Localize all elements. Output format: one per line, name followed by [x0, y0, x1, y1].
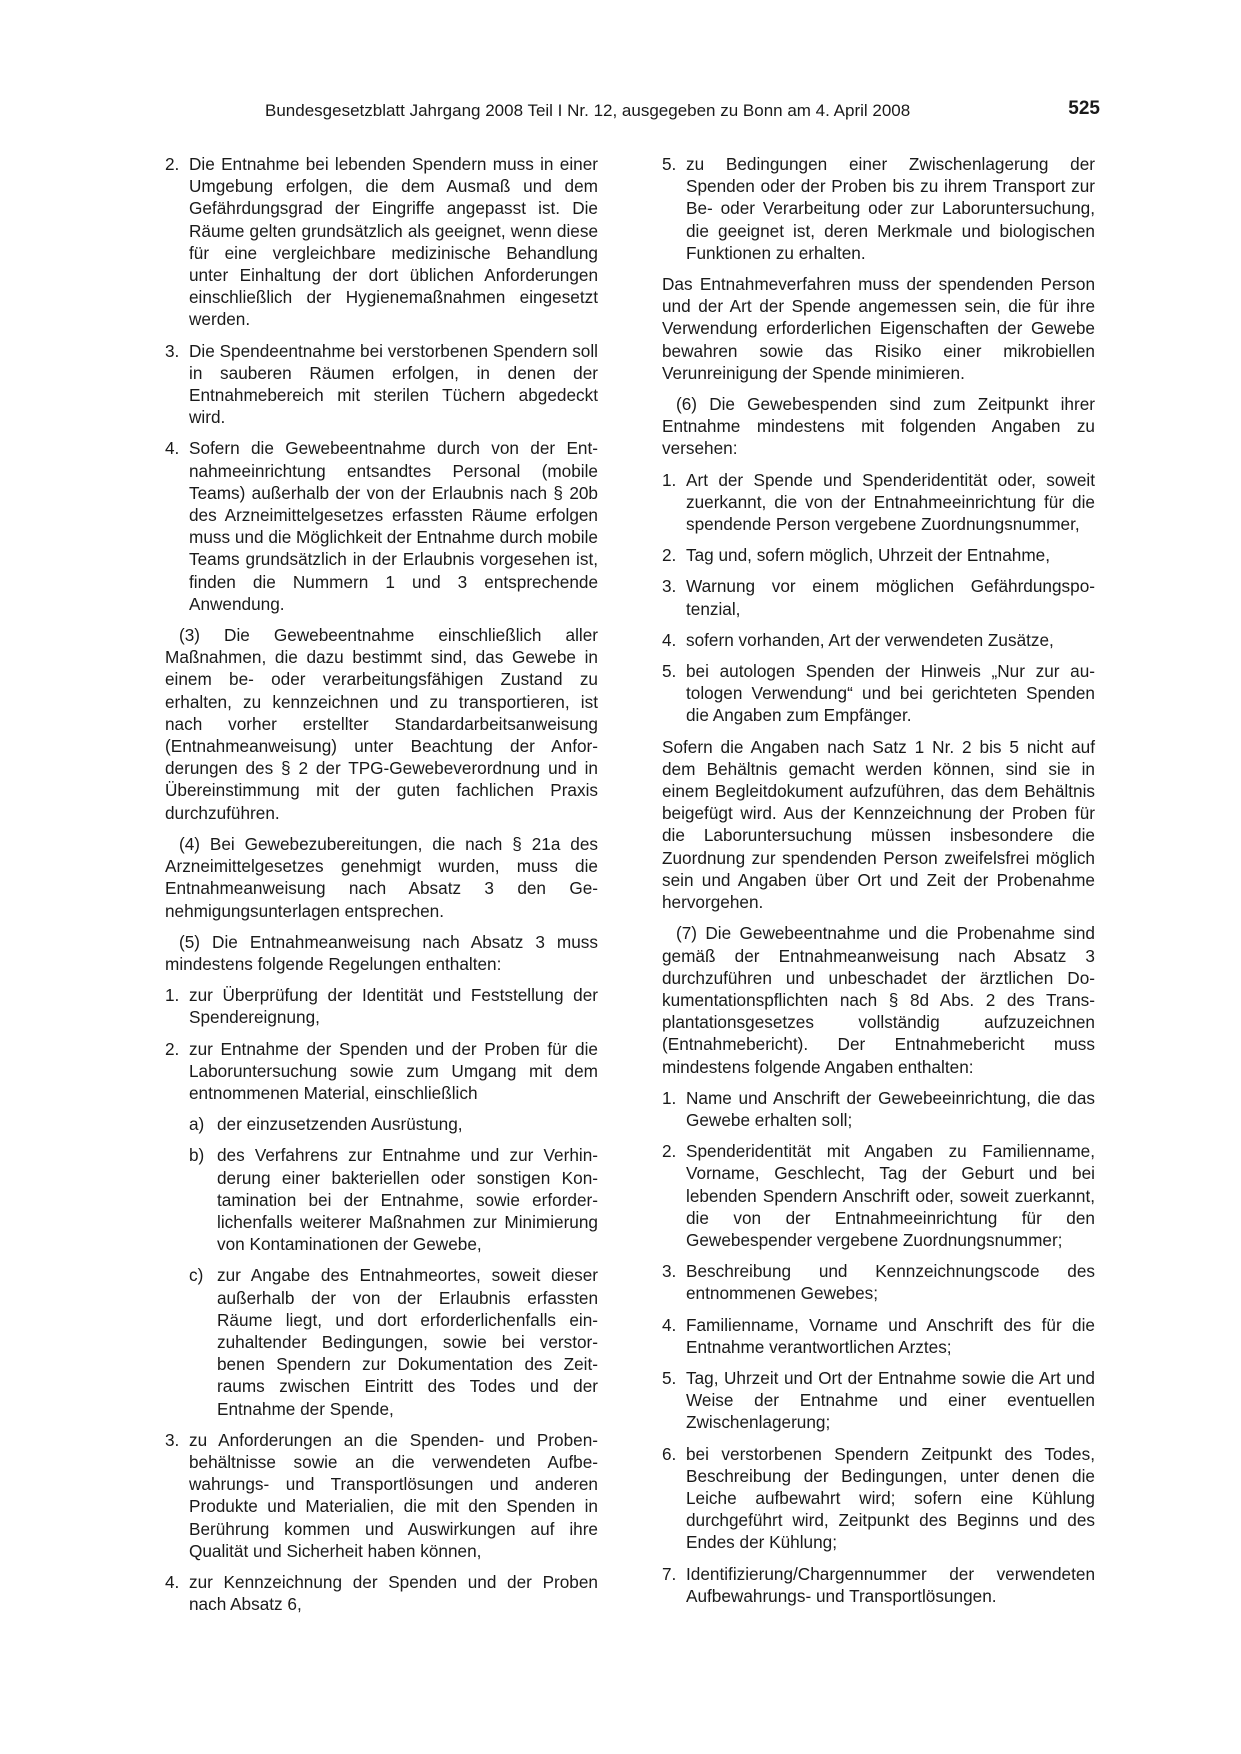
list-item [165, 340, 598, 429]
list-left-b [165, 984, 598, 1615]
right-column [662, 153, 1095, 1616]
item-number: 4. [165, 1571, 180, 1592]
item-number: 7. [662, 1563, 677, 1584]
item-text: zu Bedingungen einer Zwischenlagerung der Spenden oder der Proben bis zu ihrem Transport zur Be- oder Verarbeitung oder zur Laboruntersuchung, die geeignet ist, deren Merkmale und biologischen Funktionen zu erhalten. [686, 154, 1095, 263]
item-letter: c) [189, 1265, 204, 1286]
list-item [662, 1443, 1095, 1554]
item-text: Art der Spende und Spenderidentität oder, soweit zuerkannt, die von der Entnahmeeinrichtung für die spendende Person vergebene Zuordnungsnummer, [686, 469, 1095, 535]
item-number: 3. [165, 1429, 180, 1450]
item-number: 5. [662, 154, 677, 174]
item-text: der einzusetzenden Ausrüstung, [217, 1114, 463, 1135]
item-number: 2. [662, 545, 677, 566]
item-number: 6. [662, 1443, 677, 1464]
sub-list-item [189, 1264, 598, 1419]
item-number: 2. [165, 1038, 180, 1059]
item-text: zu Anforderungen an die Spenden- und Probenbehältnisse sowie an die verwendeten Aufbewahrungs- und Transportlösungen und anderen Produkte und Materialien, die mit den Spenden in Berührung kommen und Auswirkungen auf ihre Qualität und Sicherheit haben können, [189, 1429, 598, 1561]
item-text: Warnung vor einem möglichen Gefährdungspotenzial, [686, 576, 1095, 619]
paragraph-4: (4) Bei Gewebezubereitungen, die nach § 21a des Arzneimittelgesetzes genehmigt wurden, muss die Entnahmeanweisung nach Absatz 3 den Genehmigungsunterlagen entsprechen. [165, 833, 598, 921]
item-text: des Verfahrens zur Entnahme und zur Verhinderung einer bakteriellen oder sonstigen Kontamination bei der Entnahme, sowie erforderlichenfalls weiterer Maßnahmen zur Minimierung von Kontaminationen der Gewebe, [217, 1145, 598, 1255]
paragraph-procedure: Das Entnahmeverfahren muss der spendenden Person und der Art der Spende angemessen sein, die für ihre Verwendung erforderlichen Eigenschaften der Gewebe bewahren sowie das Risiko einer mikrobiellen Verunreinigung der Spende minimieren. [662, 274, 1095, 383]
paragraph-7: (7) Die Gewebeentnahme und die Probenahme sind gemäß der Entnahmeanweisung nach Absatz 3 durchzuführen und unbeschadet der ärztlichen Dokumentationspflichten nach § 8d Abs. 2 des Transplantationsgesetzes vollständig aufzuzeichnen (Entnahmebericht). Der Entnahmebericht muss mindestens folgende Angaben enthalten: [662, 923, 1095, 1077]
page-number: 525 [1068, 98, 1100, 119]
list-item [165, 1429, 598, 1562]
item-text: Familienname, Vorname und Anschrift des für die Entnahme verantwortlichen Arztes; [686, 1314, 1095, 1357]
list-left-a [165, 153, 598, 615]
item-number: 3. [662, 576, 677, 597]
running-title: Bundesgesetzblatt Jahrgang 2008 Teil I Nr. 12, ausgegeben zu Bonn am 4. April 2008 [265, 101, 911, 120]
paragraph-labeling: Sofern die Angaben nach Satz 1 Nr. 2 bis 5 nicht auf dem Behältnis gemacht werden können, sind sie in einem Begleitdokument aufzuführen, das dem Behältnis beigefügt wird. Aus der Kennzeichnung der Proben für die Laboruntersuchung müssen insbesondere die Zuordnung zur spendenden Person zweifelsfrei möglich sein und Angaben über Ort und Zeit der Probenahme hervorgehen. [662, 736, 1095, 913]
list-right-b [662, 469, 1095, 727]
item-text: zur Angabe des Entnahmeortes, soweit dieser außerhalb der von der Erlaubnis erfassten Räume liegt, und dort erforderlichenfalls einzuhaltender Bedingungen, sowie bei verstorbenen Spendern zur Dokumentation des Zeitraums zwischen Eintritt des Todes und der Entnahme der Spende, [217, 1265, 598, 1419]
list-item [662, 1260, 1095, 1304]
list-right-c [662, 1087, 1095, 1607]
sub-list-item [189, 1144, 598, 1255]
list-item [165, 1038, 598, 1420]
sub-list [189, 1113, 598, 1420]
paragraph-6: (6) Die Gewebespenden sind zum Zeitpunkt ihrer Entnahme mindestens mit folgenden Angaben zu versehen: [662, 394, 1095, 459]
list-item [662, 1140, 1095, 1251]
item-text: Tag, Uhrzeit und Ort der Entnahme sowie die Art und Weise der Entnahme und einer eventuellen Zwischenlagerung; [686, 1367, 1095, 1433]
item-text: Die Entnahme bei lebenden Spendern muss in einer Umgebung erfolgen, die dem Ausmaß und dem Gefährdungsgrad der Eingriffe angepasst ist. Die Räume gelten grundsätzlich als geeignet, wenn diese für eine vergleichbare medizinische Behandlung unter Einhaltung der dort üblichen Anforderungen einschließlich der Hygienemaßnahmen eingesetzt werden. [189, 154, 598, 330]
list-item [662, 629, 1095, 651]
list-right-a [662, 153, 1095, 264]
item-text: Tag und, sofern möglich, Uhrzeit der Entnahme, [686, 545, 1050, 566]
item-text: Die Spendeentnahme bei verstorbenen Spendern soll in sauberen Räumen erfolgen, in denen der Entnahmebereich mit sterilen Tüchern abgedeckt wird. [189, 340, 598, 428]
list-item [165, 984, 598, 1028]
list-item [662, 1563, 1095, 1607]
item-letter: a) [189, 1114, 205, 1135]
item-number: 3. [662, 1261, 677, 1282]
item-number: 4. [662, 1314, 677, 1335]
item-text: zur Kennzeichnung der Spenden und der Proben nach Absatz 6, [189, 1571, 598, 1615]
list-item [662, 1314, 1095, 1358]
item-text: bei autologen Spenden der Hinweis „Nur zur autologen Verwendung“ und bei gerichteten Spenden die Angaben zum Empfänger. [686, 661, 1095, 726]
list-item [662, 1367, 1095, 1434]
item-number: 2. [662, 1141, 677, 1162]
item-number: 4. [662, 629, 677, 650]
item-text: Sofern die Gewebeentnahme durch von der Entnahmeeinrichtung entsandtes Personal (mobile Teams) außerhalb der von der Erlaubnis nach § 20b des Arzneimittelgesetzes erfassten Räume erfolgen muss und die Möglichkeit der Entnahme durch mobile Teams grundsätzlich in der Erlaubnis vorgesehen ist, finden die Nummern 1 und 3 entsprechende Anwendung. [189, 438, 598, 614]
item-text: Spenderidentität mit Angaben zu Familienname, Vorname, Geschlecht, Tag der Geburt und bei lebenden Spendern Anschrift oder, soweit zuerkannt, die von der Entnahmeeinrichtung für den Gewebespender vergebene Zuordnungsnummer; [686, 1141, 1095, 1250]
item-text: Identifizierung/Chargennummer der verwendeten Aufbewahrungs- und Transportlösungen. [686, 1563, 1095, 1606]
list-item [165, 437, 598, 615]
list-item [662, 575, 1095, 619]
item-number: 1. [165, 985, 180, 1006]
item-text: bei verstorbenen Spendern Zeitpunkt des Todes, Beschreibung der Bedingungen, unter denen die Leiche aufbewahrt wird; sofern eine Kühlung durchgeführt wird, Zeitpunkt des Beginns und des Endes der Kühlung; [686, 1443, 1095, 1553]
item-number: 5. [662, 1367, 677, 1388]
list-item [662, 544, 1095, 566]
list-item [662, 153, 1095, 264]
item-number: 1. [662, 469, 677, 490]
item-text: Beschreibung und Kennzeichnungscode des entnommenen Gewebes; [686, 1261, 1095, 1304]
item-text: sofern vorhanden, Art der verwendeten Zusätze, [686, 629, 1054, 650]
list-item [662, 469, 1095, 536]
item-number: 5. [662, 661, 677, 682]
list-item [165, 1571, 598, 1615]
item-number: 4. [165, 438, 180, 459]
sub-list-item [189, 1113, 598, 1135]
item-letter: b) [189, 1145, 205, 1166]
item-text: Name und Anschrift der Gewebeeinrichtung, die das Gewebe erhalten soll; [686, 1087, 1095, 1130]
list-item [662, 660, 1095, 727]
left-column [165, 153, 598, 1624]
paragraph-3: (3) Die Gewebeentnahme einschließlich aller Maßnahmen, die dazu bestimmt sind, das Gewebe in einem be- oder verarbeitungsfähigen Zustand zu erhalten, zu kennzeichnen und zu transportieren, ist nach vorher erstellter Standardarbeitsanweisung (Entnahmeanweisung) unter Beachtung der Anforderungen des § 2 der TPG-Gewebeverordnung und in Übereinstimmung mit der guten fachlichen Praxis durchzuführen. [165, 625, 598, 823]
paragraph-5: (5) Die Entnahmeanweisung nach Absatz 3 muss mindestens folgende Regelungen enthalten: [165, 931, 598, 974]
item-number: 2. [165, 154, 180, 174]
item-text: zur Überprüfung der Identität und Feststellung der Spendereignung, [189, 985, 598, 1028]
list-item [165, 153, 598, 331]
item-number: 3. [165, 340, 180, 361]
item-text: zur Entnahme der Spenden und der Proben für die Laboruntersuchung sowie zum Umgang mit dem entnommenen Material, einschließlich [189, 1038, 598, 1103]
list-item [662, 1087, 1095, 1131]
item-number: 1. [662, 1087, 677, 1108]
